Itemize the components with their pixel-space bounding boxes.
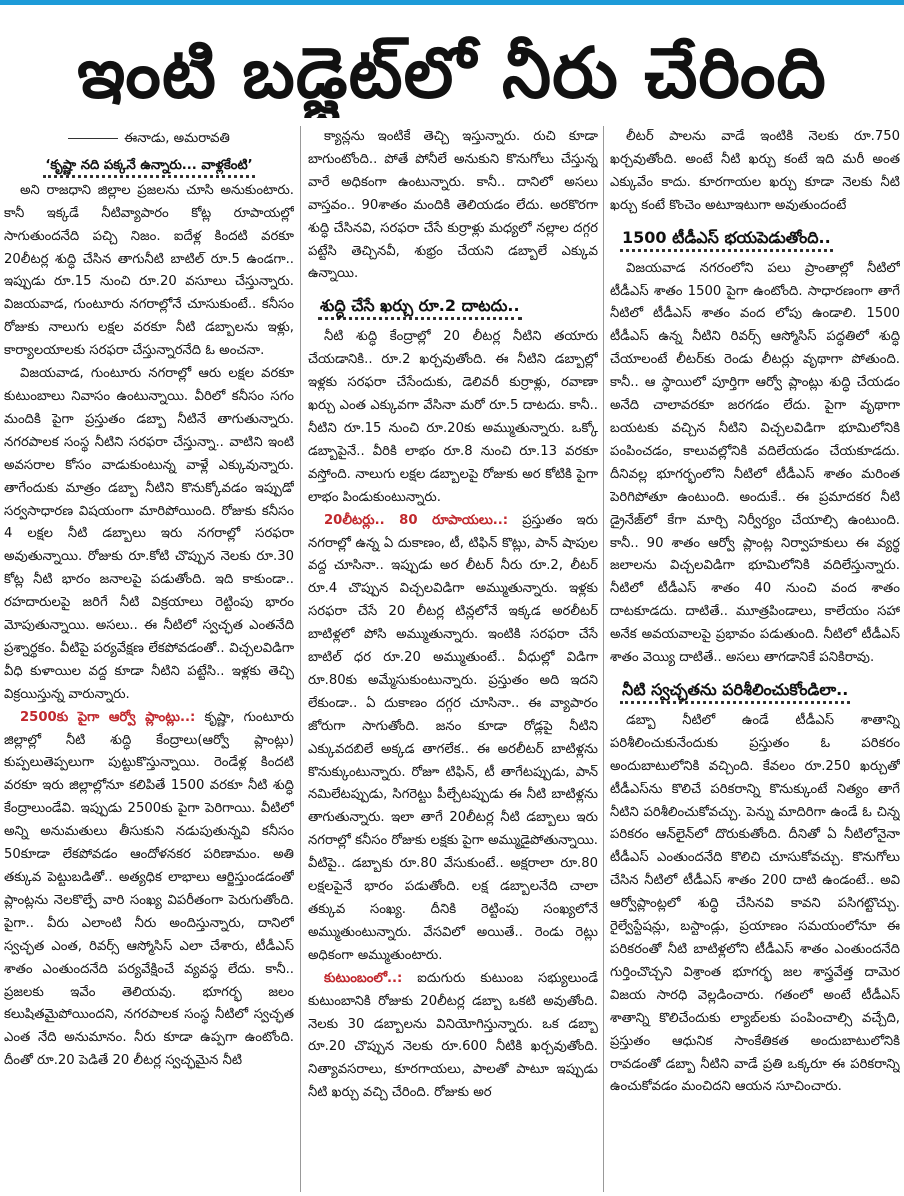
ro-plants-lead: 2500కు పైగా ఆర్వో ప్లాంట్లు..: — [20, 709, 196, 725]
subhead-purify-cost — [308, 294, 598, 318]
subhead-tds-fear-text: 1500 టీడీఎస్ భయపెడుతోంది.. — [620, 228, 833, 252]
headline: ఇంటి బడ్జెట్‌లో నీరు చేరింది — [77, 32, 827, 114]
opening-quote-text: ‘కృష్ణా నది పక్కనే ఉన్నారు... వాళ్లకేంటి’ — [43, 158, 254, 178]
column-3 — [610, 126, 900, 1192]
col2-paragraph-1: క్యాన్లను ఇంటికే తెచ్చి ఇస్తున్నారు. రుచి కూడా బాగుంటోంది.. పోతే పోనీలే అనుకుని కొనుగోలు చేస్తున్న వారే అధికంగా ఉంటున్నారు. కానీ.. దానిలో అసలు వాస్తవం.. 90శాతం మందికి తెలియడం లేదు. అరకొరగా శుద్ధి చేసినవి, సరఫరా చేసే కుర్రాళ్లు మధ్యలో నల్లాల దగ్గర పట్టేసి తెచ్చినవీ, శుభ్రం చేయని డబ్బాలే ఎక్కువ ఉన్నాయి. — [308, 129, 598, 282]
dateline — [4, 128, 294, 151]
col2-paragraph-4 — [308, 968, 598, 1105]
subhead-check-purity-text: నీటి స్వచ్ఛతను పరిశీలించుకోండిలా.. — [620, 680, 850, 704]
dateline-dash — [68, 138, 118, 139]
col3-paragraph-2: విజయవాడ నగరంలోని పలు ప్రాంతాల్లో నీటిలో టీడీఎస్ శాతం 1500 పైగా ఉంటోంది. సాధారణంగా తాగే నీటిలో టీడీఎస్ శాతం వంద లోపు ఉండాలి. 1500 టీడీఎస్ ఉన్న నీటిని రివర్స్ ఆస్మోసిస్ పద్ధతిలో శుద్ధి చేయాలంటే లీటర్‌కు రెండు లీటర్లు వృథాగా పోతుంది. కానీ.. ఆ స్థాయిలో పూర్తిగా ఆర్వో ప్లాంట్లు శుద్ధి చేయడం అనేది చాలావరకూ జరగడం లేదు. పైగా వృథాగా బయటకు వచ్చిన నీటిని విచ్చలవిడిగా భూమిలోనికి పంపించడం, కాలువల్లోనికి వదిలేయడం చేయకూడదు. దీనివల్ల భూగర్భంలోని నీటిలో టీడీఎస్ శాతం మరింత పెరిగిపోతూ ఉంటుంది. అందుకే.. ఈ ప్రమాదకర నీటి డ్రైనేజ్‌లో కేగా మార్చి నిర్వీర్యం చేయాల్సి ఉంటుంది. కానీ.. 90 శాతం ఆర్వో ప్లాంట్ల నిర్వాహకులు ఈ వ్యర్థ జలాలను విచ్చలవిడిగా భూమిలోనికి వదిలేస్తున్నారు. నీటిలో టీడీఎస్ శాతం 40 నుంచి వంద శాతం దాటకూడదు. దాటితే.. మూత్రపిండాలు, కాలేయం సహా అనేక అవయవాలపై ప్రభావం పడుతుంది. నీటిలో టీడీఎస్ శాతం వెయ్యి దాటితే.. అసలు తాగడానికే పనికిరావు. — [610, 260, 900, 666]
family-lead: కుటుంబంలో..: — [324, 970, 403, 986]
col1-paragraph-3 — [4, 707, 294, 1074]
col1-paragraph-1: అని రాజధాని జిల్లాల ప్రజలను చూసి అనుకుంటారు. కానీ ఇక్కడే నీటివ్యాపారం కోట్ల రూపాయల్లో సాగుతుందనేది పచ్చి నిజం. ఐదేళ్ల కిందటి వరకూ 20లీటర్ల శుద్ధి చేసిన తాగునీటి బాటిల్ రూ.5 ఉండగా.. ఇప్పుడు రూ.15 నుంచి రూ.20 వసూలు చేస్తున్నారు. విజయవాడ, గుంటూరు నగరాల్లోనే చూసుకుంటే.. కనీసం రోజుకు నాలుగు లక్షల వరకూ నీటి డబ్బాలను ఇళ్లు, కార్యాలయాలకు సరఫరా చేస్తున్నారనేది ఓ అంచనా. — [4, 182, 294, 359]
col3-paragraph-1: లీటర్ పాలను వాడే ఇంటికి నెలకు రూ.750 ఖర్చవుతోంది. అంటే నీటి ఖర్చు కంటే ఇది మరీ అంత ఎక్కువేం కాదు. కూరగాయల ఖర్చు కూడా నెలకు నీటి ఖర్చు కంటే కొంచెం అటూఇటుగా అవుతుందంటే — [610, 129, 900, 213]
col2-paragraph-2: నీటి శుద్ధి కేంద్రాల్లో 20 లీటర్ల నీటిని తయారు చేయడానికి.. రూ.2 ఖర్చవుతోంది. ఈ నీటిని డబ్బాల్లో ఇళ్లకు సరఫరా చేసేందుకు, డెలివరీ కుర్రాళ్లు, రవాణా ఖర్చు ఎంత ఎక్కువగా వేసినా మరో రూ.5 దాటదు. కానీ.. నీటిని రూ.15 నుంచి రూ.20కు అమ్ముతున్నారు. ఒక్కో డబ్బాపైనే.. వీరికి లాభం రూ.8 నుంచి రూ.13 వరకూ వస్తోంది. నాలుగు లక్షల డబ్బాలపై రోజుకు అర కోటికి పైగా లాభం పిండుకుంటున్నారు. — [308, 329, 598, 505]
subhead-purify-cost-text: శుద్ధి చేసే ఖర్చు రూ.2 దాటదు.. — [318, 296, 522, 320]
subhead-tds-fear — [610, 226, 900, 250]
column-2 — [308, 126, 598, 1192]
column-divider-1 — [300, 126, 301, 1192]
col2-paragraph-4-text: ఐదుగురు కుటుంబ సభ్యులుండే కుటుంబానికి రోజుకు 20లీటర్ల డబ్బా ఒకటి అవుతోంది. నెలకు 30 డబ్బాలను వినియోగిస్తున్నారు. ఒక డబ్బా రూ.20 చొప్పున నెలకు రూ.600 నీటికి ఖర్చవుతోంది. నిత్యావసరాలు, కూరగాయలు, పాలతో పాటూ ఇప్పుడు నీటి ఖర్చు వచ్చి చేరింది. రోజుకు అర — [308, 970, 598, 1101]
column-divider-2 — [603, 126, 604, 1192]
opening-quote — [4, 155, 294, 178]
dateline-text: ఈనాడు, అమరావతి — [124, 131, 230, 146]
column-1 — [4, 126, 294, 1192]
top-accent-line — [0, 0, 904, 5]
col1-paragraph-3-text: కృష్ణా, గుంటూరు జిల్లాల్లో నీటి శుద్ధి కేంద్రాలు(ఆర్వో ప్లాంట్లు) కుప్పలుతెప్పలుగా పుట్టుకొస్తున్నాయి. రెండేళ్ల కిందటి వరకూ ఇరు జిల్లాల్లోనూ కలిపితే 1500 వరకూ నీటి శుద్ధి కేంద్రాలుండేవి. ఇప్పుడు 2500కు పైగా పెరిగాయి. వీటిలో అన్ని అనుమతులు తీసుకుని నడుపుతున్నవి కనీసం 50కూడా లేకపోవడం ఆందోళనకర పరిణామం. అతి తక్కువ పెట్టుబడితో.. అత్యధిక లాభాలు ఆర్జిస్తుండడంతో ప్లాంట్లను నెలకొల్పే వారి సంఖ్య విపరీతంగా పెరుగుతోంది. పైగా.. వీరు ఎలాంటి నీరు అందిస్తున్నారు, దానిలో స్వచ్ఛత ఎంత, రివర్స్ ఆస్మోసిస్ ఎలా చేశారు, టీడీఎస్ శాతం ఎంతుందనేది పర్యవేక్షించే వ్యవస్థ లేదు. కానీ.. ప్రజలకు ఇవేం తెలియవు. భూగర్భ జలం కలుషితమైపోయిందని, నగరపాలక సంస్థ నీటిలో స్వచ్ఛత ఎంత నేది అనుమానం. నీరు కూడా ఉప్పగా ఉంటోంది. దీంతో రూ.20 పెడితే 20 లీటర్ల స్వచ్ఛమైన నీటి — [4, 709, 294, 1069]
col2-paragraph-3-text: ప్రస్తుతం ఇరు నగరాల్లో ఉన్న ఏ దుకాణం, టీ, టిఫిన్ కొట్లు, పాన్ షాపుల వద్ద చూసినా.. ఇప్పుడు అర లీటర్ నీరు రూ.2, లీటర్ రూ.4 చొప్పున విచ్చలవిడిగా అమ్ముతున్నారు. ఇళ్లకు సరఫరా చేసే 20 లీటర్ల టిన్లలోనే ఇక్కడ అరలీటర్ బాటిళ్లలో పోసి అమ్ముతున్నారు. ఇంటికి సరఫరా చేసే బాటిల్ ధర రూ.20 అమ్ముతుంటే.. వీధుల్లో విడిగా రూ.80కు అమ్మేసుకుంటున్నారు. ప్రస్తుతం అది ఇదని లేకుండా.. ఏ దుకాణం దగ్గర చూసినా.. ఈ వ్యాపారం జోరుగా సాగుతోంది. జనం కూడా రోడ్లపై నీటిని ఎక్కువదబిలే అక్కడ తాగలేక.. ఈ అరలీటర్ బాటిళ్లను కొనుక్కుంటున్నారు. రోజూ టిఫిన్, టీ తాగేటప్పుడు, పాన్ నమిలేటప్పుడు, సిగరెట్టు పీల్చేటప్పుడు ఈ నీటి బాటిళ్లను తాగుతున్నారు. ఇలా తాగే 20లీటర్ల నీటి డబ్బాలు ఇరు నగరాల్లో కనీసం రోజుకు లక్షకు పైగా అమ్ముడైపోతున్నాయి. వీటిపై.. డబ్బాకు రూ.80 వేసుకుంటే.. అక్షరాలా రూ.80 లక్షలపైనే భారం పడుతోంది. లక్ష డబ్బాలనేది చాలా తక్కువ సంఖ్య. దీనికి రెట్టింపు సంఖ్యలోనే అమ్ముతుంటున్నారు. వేసవిలో అయితే.. రెండు రెట్లు అధికంగా అమ్ముతుంటారు. — [308, 512, 598, 963]
subhead-check-purity — [610, 678, 900, 702]
col1-paragraph-2: విజయవాడ, గుంటూరు నగరాల్లో ఆరు లక్షల వరకూ కుటుంబాలు నివాసం ఉంటున్నాయి. వీరిలో కనీసం సగం మందికి పైగా ప్రస్తుతం డబ్బా నీటినే తాగుతున్నారు. నగరపాలక సంస్థ నీటిని సరఫరా చేస్తున్నా.. వాటిని ఇంటి అవసరాల కోసం వాడుకుంటున్న వాళ్లే ఎక్కువున్నారు. తాగేందుకు మాత్రం డబ్బా నీటిని కొనుక్కోవడం ఇప్పుడో సర్వసాధారణ విషయంగా మారిపోయింది. రోజుకు కనీసం 4 లక్షల నీటి డబ్బాలు ఇరు నగరాల్లో సరఫరా అవుతున్నాయి. రోజుకు రూ.కోటి చొప్పున నెలకు రూ.30 కోట్ల నీటి భారం జనాలపై పడుతోంది. ఇది కాకుండా.. రహదారులపై జరిగే నీటి విక్రయాలు రెట్టింపు భారం మోపుతున్నాయి. అసలు.. ఈ నీటిలో స్వచ్ఛత ఎంతనేది ప్రశ్నార్థకం. వీటిపై పర్యవేక్షణ లేకపోవడంతో.. విచ్చలవిడిగా వీధి కుళాయిల వద్ద కూడా నీటిని పట్టేసి.. ఇళ్లకు తెచ్చి విక్రయిస్తున్న వారున్నారు. — [4, 366, 294, 702]
twenty-litres-lead: 20లీటర్లు.. 80 రూపాయలు..: — [324, 512, 509, 528]
col3-paragraph-3: డబ్బా నీటిలో ఉండే టీడీఎస్ శాతాన్ని పరిశీలించుకునేందుకు ప్రస్తుతం ఓ పరికరం అందుబాటులోనికి వచ్చింది. కేవలం రూ.250 ఖర్చుతో టీడీఎస్‌ను కొలిచే పరికరాన్ని కొనుక్కుంటే నిత్యం తాగే నీటిని పరిశీలించుకోవచ్చు. పెన్ను మాదిరిగా ఉండే ఓ చిన్న పరికరం ఆన్‌లైన్‌లో దొరుకుతోంది. దీనితో ఏ నీటిలోనైనా టీడీఎస్ ఎంతుందనేది కొలిచి చూసుకోవచ్చు. కొనుగోలు చేసిన నీటిలో టీడీఎస్ శాతం 200 దాటి ఉండంటే.. అవి ఆర్వోప్లాంట్లలో శుద్ధి చేసినవి కావని పసిగట్టొచ్చు. రైల్వేస్టేషన్లు, బస్టాండ్లు, ప్రయాణం సమయంలోనూ ఈ పరికరంతో నీటి బాటిళ్లలోని టీడీఎస్ శాతం ఎంతుందనేది గుర్తించొచ్చని విశ్రాంత భూగర్భ జల శాస్త్రవేత్త దామెర విజయ సారధి వెల్లడించారు. గతంలో అంటే టీడీఎస్ శాతాన్ని కొలిచేందుకు ల్యాబ్‌లకు పంపించాల్సి వచ్చేది, ప్రస్తుతం ఆధునిక సాంకేతికత అందుబాటులోనికి రావడంతో డబ్బా నీటిని వాడే ప్రతి ఒక్కరూ ఈ పరికరాన్ని ఉంచుకోవడం మంచిదని ఆయన సూచించారు. — [610, 712, 900, 1095]
col2-paragraph-3 — [308, 510, 598, 968]
